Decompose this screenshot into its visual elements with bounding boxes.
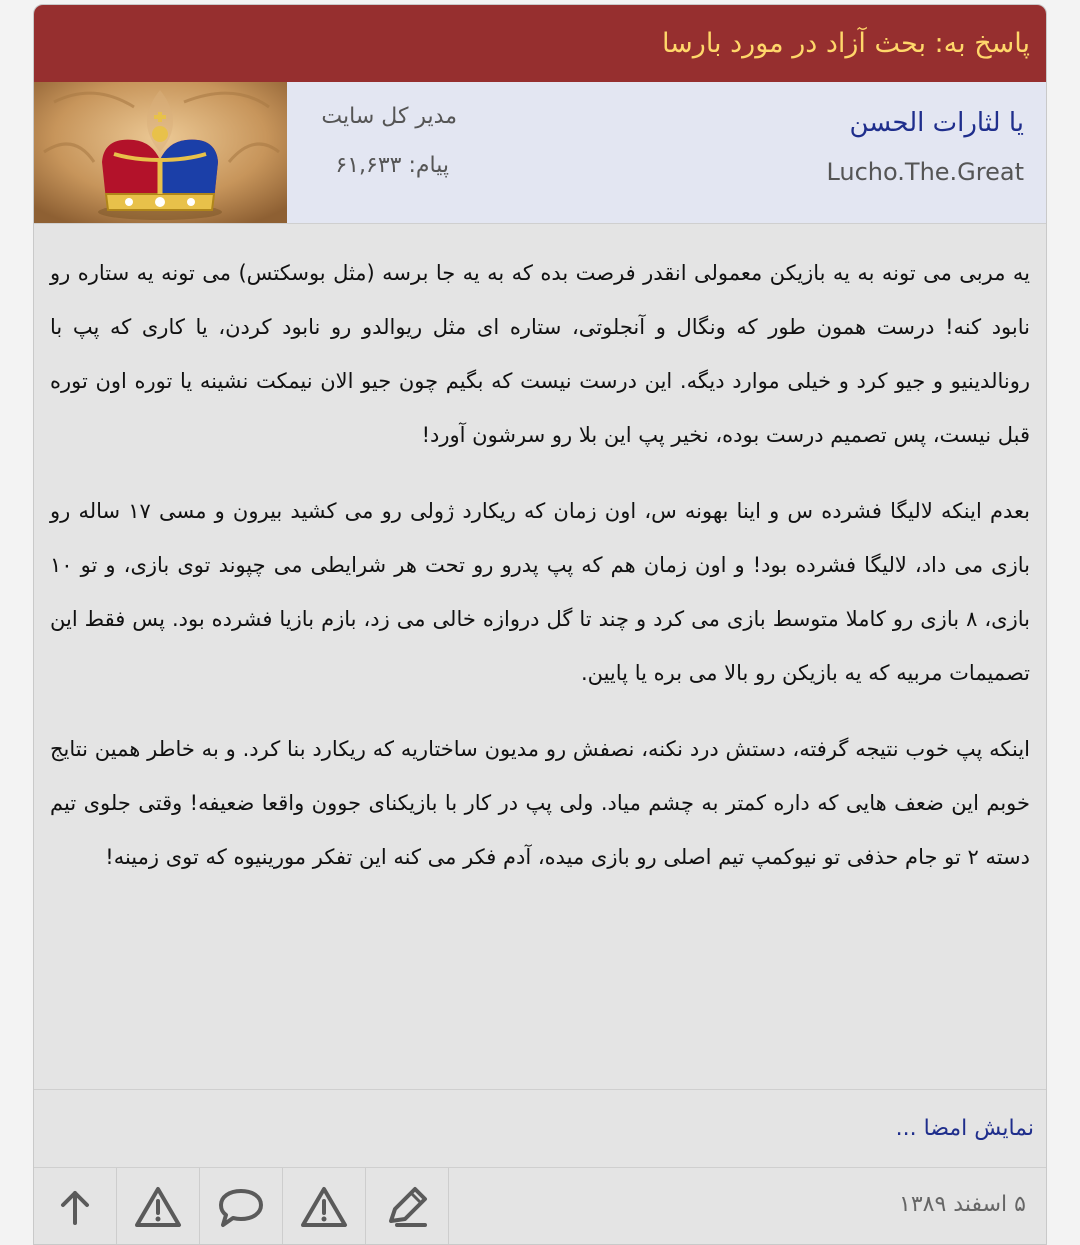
- post-actions: [34, 1168, 1046, 1245]
- scroll-top-button[interactable]: [34, 1168, 117, 1245]
- user-info-bar: [34, 82, 1046, 224]
- signature-bar: [34, 1090, 1046, 1168]
- report-button[interactable]: [283, 1168, 366, 1245]
- avatar[interactable]: [34, 82, 287, 223]
- show-signature-link[interactable]: نمایش امضا ...: [895, 1116, 1034, 1141]
- username-link[interactable]: یا لثارات الحسن: [849, 108, 1024, 138]
- report-icon: [300, 1185, 348, 1229]
- post-date: ۵ اسفند ۱۳۸۹: [899, 1192, 1026, 1217]
- post-paragraph: بعدم اینکه لالیگا فشرده س و اینا بهونه س، اون زمان که ریکارد ژولی رو می کشید بیرون و مسی ۱۷ ساله رو بازی می داد، لالیگا فشرده بود! و اون زمان هم که پپ پدرو رو تحت هر شرایطی می چپوند توی بازی، و تو ۱۰ بازی، ۸ بازی رو کاملا متوسط بازی می کرد و چند تا گل دروازه خالی می زد، بازم بازیا فشرده بود. پس فقط این تصمیمات مربیه که یه بازیکن رو بالا می بره یا پایین.: [50, 499, 1030, 685]
- user-role: مدیر کل سایت: [321, 104, 457, 129]
- post-count: پیام: ۶۱,۶۳۳: [335, 153, 449, 178]
- post-header: [34, 5, 1046, 82]
- edit-icon: [383, 1185, 431, 1229]
- arrow-up-icon: [53, 1185, 97, 1229]
- crown-icon: [34, 82, 287, 223]
- forum-post: [33, 4, 1047, 1245]
- edit-button[interactable]: [366, 1168, 449, 1245]
- post-title[interactable]: پاسخ به: بحث آزاد در مورد بارسا: [661, 28, 1030, 59]
- warning-button[interactable]: [117, 1168, 200, 1245]
- post-paragraph: اینکه پپ خوب نتیجه گرفته، دستش درد نکنه، نصفش رو مدیون ساختاریه که ریکارد بنا کرد. و به خاطر همین نتایج خوبم این ضعف هایی که داره کمتر به چشم میاد. ولی پپ در کار با بازیکنای جوون واقعا ضعیفه! وقتی جلوی تیم دسته ۲ تو جام حذفی تو نیوکمپ تیم اصلی رو بازی میده، آدم فکر می کنه این تفکر مورینیوه که توی زمینه!: [50, 737, 1030, 869]
- user-stats: [287, 82, 547, 223]
- user-identity: [547, 82, 1046, 223]
- quote-button[interactable]: [200, 1168, 283, 1245]
- user-custom-title: Lucho.The.Great: [826, 158, 1024, 186]
- post-paragraph: یه مربی می تونه به یه بازیکن معمولی انقدر فرصت بده که به یه جا برسه (مثل بوسکتس) می تونه یه ستاره رو نابود کنه! درست همون طور که ونگال و آنجلوتی، ستاره ای مثل ریوالدو رو نابود کردن، یا کاری که پپ با رونالدینیو و جیو کرد و خیلی موارد دیگه. این درست نیست که بگیم چون جیو الان نیمکت نشینه یا توره اون توره قبل نیست، پس تصمیم درست بوده، نخیر پپ این بلا رو سرشون آورد!: [50, 261, 1030, 447]
- speech-bubble-icon: [217, 1185, 265, 1229]
- warning-icon: [134, 1185, 182, 1229]
- post-content: [34, 224, 1046, 1090]
